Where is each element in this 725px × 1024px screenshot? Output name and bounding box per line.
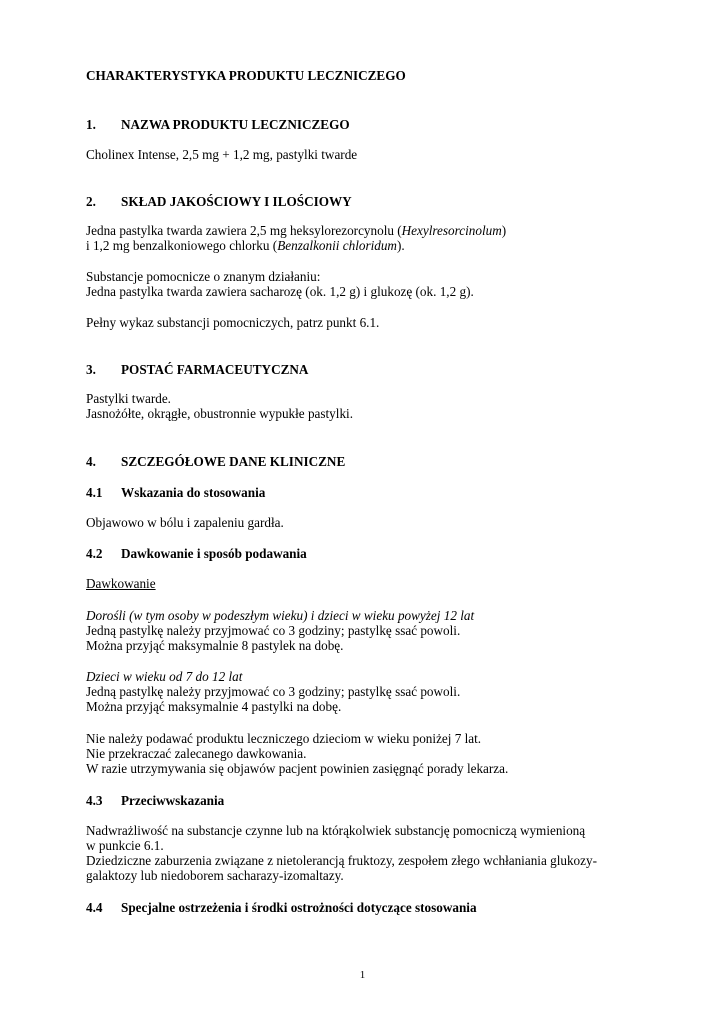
section-number: 4.2 <box>86 546 103 561</box>
warning-line-2: Nie przekraczać zalecanego dawkowania. <box>86 746 307 761</box>
contraindications-line-4: galaktozy lub niedoborem sacharazy-izomaltazy. <box>86 868 344 883</box>
latin-name: Benzalkonii chloridum <box>277 238 397 253</box>
composition-line-2 <box>86 238 405 253</box>
warning-line-1: Nie należy podawać produktu leczniczego dzieciom w wieku poniżej 7 lat. <box>86 731 482 746</box>
excipients-text: Jedna pastylka twarda zawiera sacharozę (ok. 1,2 g) i glukozę (ok. 1,2 g). <box>86 284 474 299</box>
children-line-2: Można przyjąć maksymalnie 4 pastylki na dobę. <box>86 699 342 714</box>
section-4-2-heading <box>86 546 307 561</box>
composition-line-1 <box>86 223 506 238</box>
contraindications-line-1: Nadwrażliwość na substancje czynne lub na którąkolwiek substancję pomocniczą wymienioną <box>86 823 586 838</box>
text: ) <box>501 223 507 238</box>
section-number: 4. <box>86 454 96 469</box>
adults-heading: Dorośli (w tym osoby w podeszłym wieku) i dzieci w wieku powyżej 12 lat <box>86 608 475 623</box>
adults-line-1: Jedną pastylkę należy przyjmować co 3 godziny; pastylkę ssać powoli. <box>86 623 461 638</box>
section-number: 4.3 <box>86 793 103 808</box>
dosage-subheading: Dawkowanie <box>86 576 156 591</box>
latin-name: Hexylresorcinolum <box>401 223 502 238</box>
section-3-heading <box>86 362 308 377</box>
children-heading: Dzieci w wieku od 7 do 12 lat <box>86 669 243 684</box>
section-4-heading <box>86 454 345 469</box>
section-number: 3. <box>86 362 96 377</box>
section-title: SZCZEGÓŁOWE DANE KLINICZNE <box>121 454 346 469</box>
excipients-label: Substancje pomocnicze o znanym działaniu: <box>86 269 321 284</box>
form-line-2: Jasnożółte, okrągłe, obustronnie wypukłe pastylki. <box>86 406 353 421</box>
section-title: Specjalne ostrzeżenia i środki ostrożności dotyczące stosowania <box>121 900 477 915</box>
page-number: 1 <box>359 969 366 981</box>
section-title: Wskazania do stosowania <box>121 485 266 500</box>
text: ). <box>396 238 405 253</box>
adults-line-2: Można przyjąć maksymalnie 8 pastylek na dobę. <box>86 638 344 653</box>
section-title: POSTAĆ FARMACEUTYCZNA <box>121 362 309 377</box>
children-line-1: Jedną pastylkę należy przyjmować co 3 godziny; pastylkę ssać powoli. <box>86 684 461 699</box>
warning-line-3: W razie utrzymywania się objawów pacjent powinien zasięgnąć porady lekarza. <box>86 761 509 776</box>
section-number: 2. <box>86 194 96 209</box>
contraindications-line-2: w punkcie 6.1. <box>86 838 164 853</box>
contraindications-line-3: Dziedziczne zaburzenia związane z nietolerancją fruktozy, zespołem złego wchłaniania glukozy- <box>86 853 597 868</box>
section-number: 1. <box>86 117 96 132</box>
product-name: Cholinex Intense, 2,5 mg + 1,2 mg, pastylki twarde <box>86 147 358 162</box>
excipients-reference: Pełny wykaz substancji pomocniczych, patrz punkt 6.1. <box>86 315 380 330</box>
section-4-4-heading <box>86 900 477 915</box>
form-line-1: Pastylki twarde. <box>86 391 171 406</box>
section-number: 4.1 <box>86 485 103 500</box>
section-title: Przeciwwskazania <box>121 793 225 808</box>
document-title: CHARAKTERYSTYKA PRODUKTU LECZNICZEGO <box>86 68 406 83</box>
section-1-heading <box>86 117 350 132</box>
section-4-3-heading <box>86 793 224 808</box>
section-4-1-heading <box>86 485 265 500</box>
text: Jedna pastylka twarda zawiera 2,5 mg heksylorezorcynolu ( <box>86 223 402 238</box>
section-number: 4.4 <box>86 900 103 915</box>
section-2-heading <box>86 194 352 209</box>
section-title: Dawkowanie i sposób podawania <box>121 546 307 561</box>
section-title: NAZWA PRODUKTU LECZNICZEGO <box>121 117 350 132</box>
text: i 1,2 mg benzalkoniowego chlorku ( <box>86 238 278 253</box>
indications-text: Objawowo w bólu i zapaleniu gardła. <box>86 515 284 530</box>
section-title: SKŁAD JAKOŚCIOWY I ILOŚCIOWY <box>121 194 352 209</box>
